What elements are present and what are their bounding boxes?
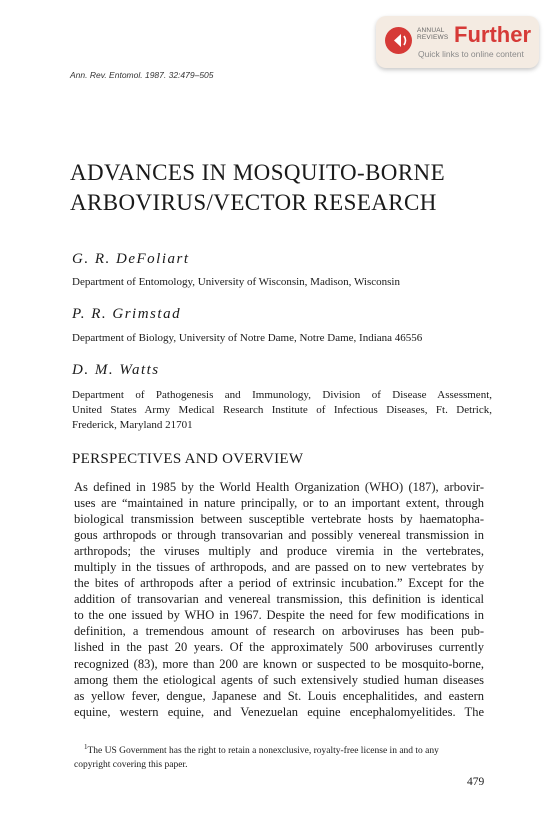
- paragraph-line: the bites of arthropods after a period of extrinsic incubation.” Except for the: [74, 576, 484, 591]
- author-affiliation: Department of Entomology, University of Wisconsin, Madison, Wisconsin: [72, 276, 400, 288]
- banner-quick-links-label: Quick links to online content: [418, 49, 524, 59]
- paragraph-line: recognized (83), more than 200 are known or suspected to be mosquito-borne,: [74, 656, 484, 671]
- paragraph-line: biological transmission between susceptible vertebrate hosts by haematopha-: [74, 512, 484, 527]
- affiliation-line: United States Army Medical Research Institute of Infectious Diseases, Ft. Detrick,: [72, 404, 492, 416]
- author-affiliation: [72, 388, 492, 433]
- footnote-marker: 1: [84, 743, 88, 751]
- journal-citation: Ann. Rev. Entomol. 1987. 32:479–505: [70, 70, 214, 80]
- paragraph-line: addition of transovarian and venereal transmission, this definition is identical: [74, 592, 484, 607]
- section-heading: PERSPECTIVES AND OVERVIEW: [72, 451, 304, 467]
- author-name: D. M. Watts: [72, 362, 160, 378]
- paragraph-line: as yellow fever, dengue, Japanese and St. Louis encephalitides, and eastern: [74, 688, 484, 703]
- paragraph-line: to the one issued by WHO in 1967. Despite the need for few modifications in: [74, 608, 484, 623]
- affiliation-line: Frederick, Maryland 21701: [72, 419, 193, 431]
- paragraph-line: among them the etiological agents of such extensively studied human diseases: [74, 672, 484, 687]
- author-affiliation: Department of Biology, University of Notre Dame, Notre Dame, Indiana 46556: [72, 332, 423, 344]
- banner-further-label: Further: [454, 22, 531, 47]
- paragraph-line: lished in the past 20 years. Of the approximately 500 arboviruses currently: [74, 640, 484, 655]
- paragraph-line: As defined in 1985 by the World Health Organization (WHO) (187), arbovir-: [74, 480, 484, 494]
- sound-wave-icon: [385, 27, 412, 54]
- footnote-text: copyright covering this paper.: [74, 760, 188, 771]
- paragraph-line: multiply in the tissues of arthropods, and are passed on to new vertebrates by: [74, 560, 484, 575]
- body-paragraph: [74, 479, 484, 720]
- banner-reviews-label: REVIEWS: [417, 34, 449, 41]
- article-title: [70, 158, 445, 218]
- footnote: [74, 740, 494, 772]
- page-number: 479: [467, 776, 485, 788]
- paragraph-line: arthropods; the viruses multiply and produce viremia in the vertebrates,: [74, 544, 484, 559]
- paragraph-line: definition, a tremendous amount of research on arboviruses has been pub-: [74, 624, 484, 639]
- paragraph-line: equine, western equine, and Venezuelan equine encephalomyelitides. The: [74, 704, 484, 719]
- further-banner[interactable]: [376, 16, 539, 68]
- paragraph-line: gous arthropods or through transovarian and possibly venereal transmission in: [74, 528, 484, 543]
- affiliation-line: Department of Pathogenesis and Immunology, Division of Disease Assessment,: [72, 389, 492, 401]
- author-name: P. R. Grimstad: [72, 306, 182, 322]
- banner-annual-label: ANNUAL: [417, 27, 445, 34]
- paragraph-line: uses are “maintained in nature principally, or to an important extent, through: [74, 496, 484, 511]
- title-line: ARBOVIRUS/VECTOR RESEARCH: [70, 190, 437, 215]
- author-name: G. R. DeFoliart: [72, 251, 190, 267]
- title-line: ADVANCES IN MOSQUITO-BORNE: [70, 160, 446, 185]
- footnote-text: The US Government has the right to retain a nonexclusive, royalty-free license in and to any: [87, 746, 439, 757]
